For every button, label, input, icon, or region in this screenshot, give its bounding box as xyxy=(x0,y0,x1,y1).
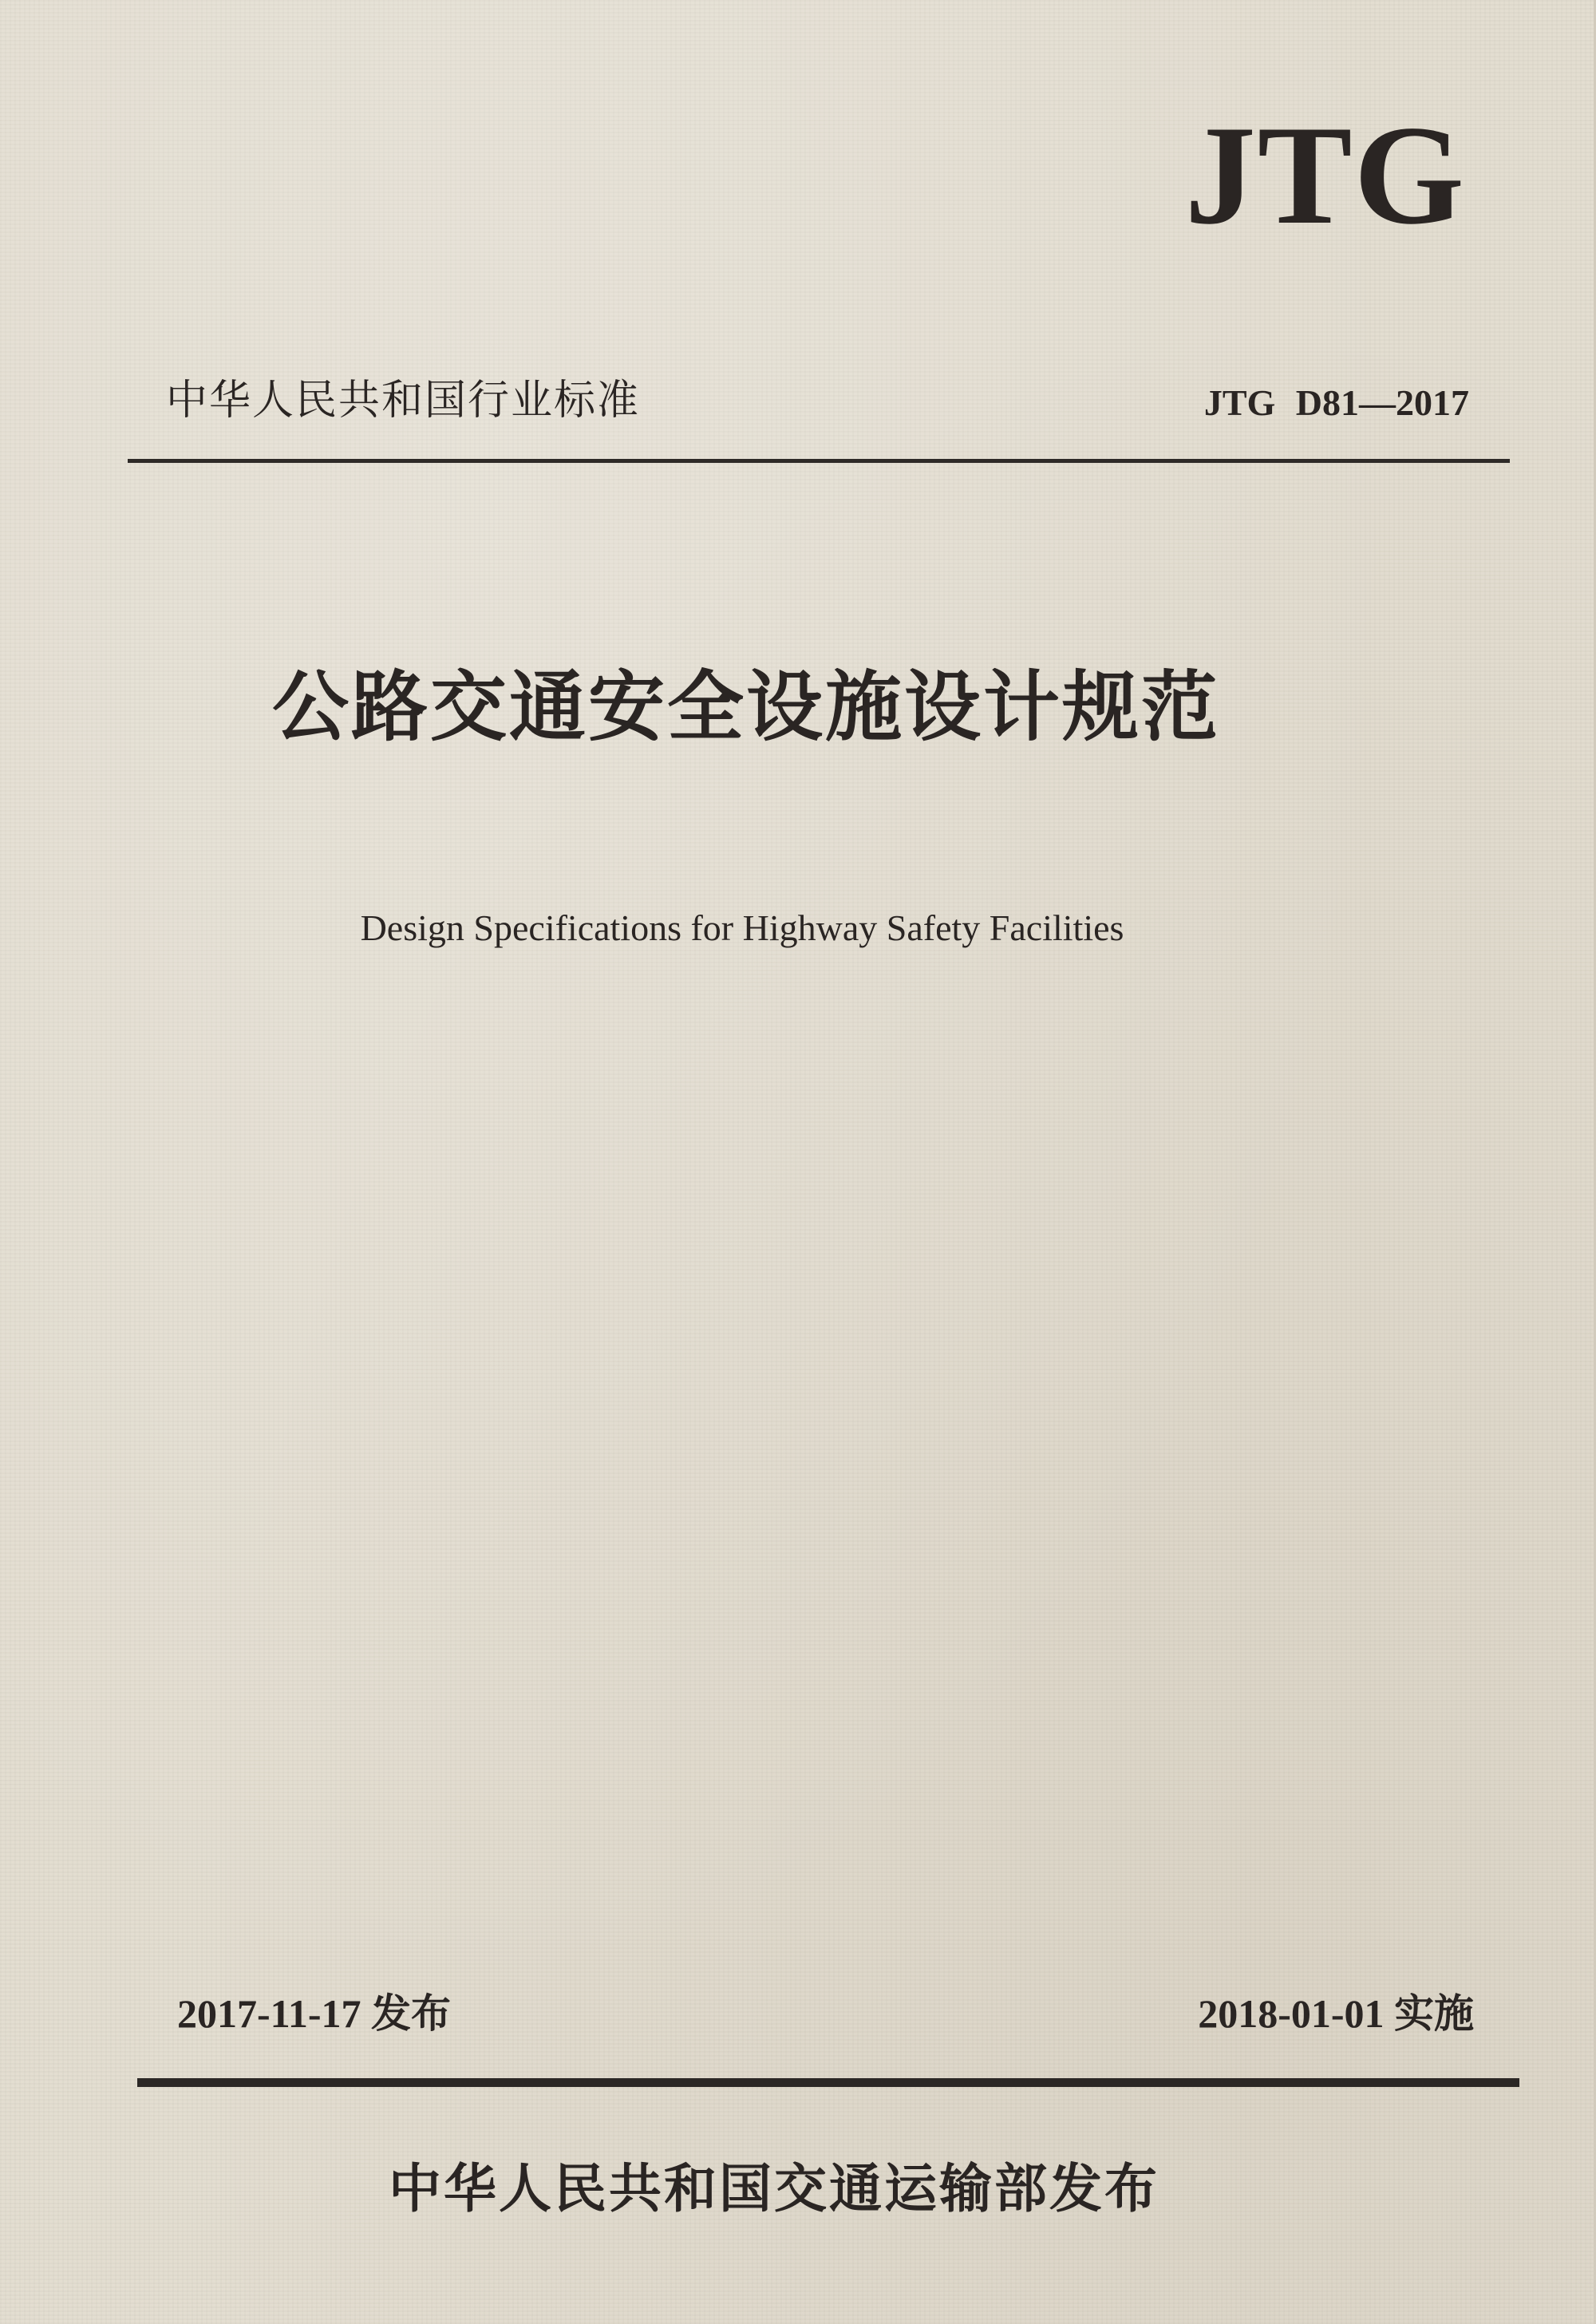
title-chinese: 公路交通安全设施设计规范 xyxy=(272,662,1220,752)
publish-date: 2017-11-17 发布 xyxy=(177,1991,452,2036)
effective-date: 2018-01-01 实施 xyxy=(1198,1991,1474,2036)
standard-code: JTG D81—2017 xyxy=(1203,382,1469,423)
bottom-divider xyxy=(137,2078,1519,2087)
industry-standard-label: 中华人民共和国行业标准 xyxy=(166,377,641,425)
top-divider xyxy=(128,459,1510,463)
jtg-logo: JTG xyxy=(1184,96,1466,254)
title-english: Design Specifications for Highway Safety Facilities xyxy=(360,907,1124,948)
publisher: 中华人民共和国交通运输部发布 xyxy=(389,2158,1159,2219)
